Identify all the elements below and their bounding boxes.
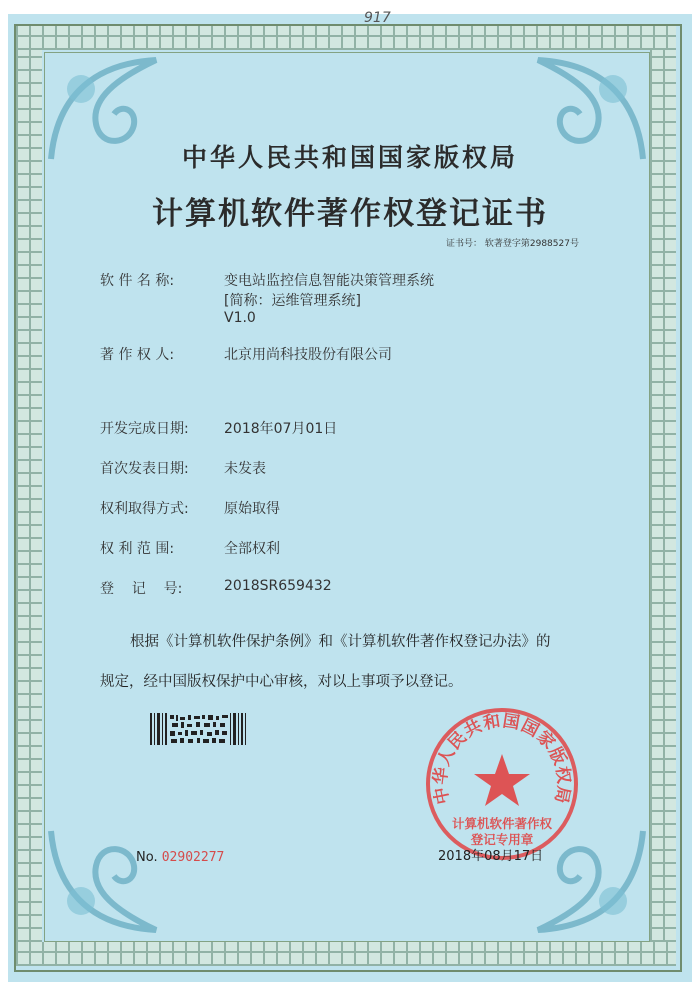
certificate-number: 证书号： 软著登字第2988527号 — [446, 239, 579, 249]
serial-number — [136, 850, 224, 865]
field-label: 开发完成日期: — [100, 421, 189, 437]
field-rights-scope — [100, 538, 280, 558]
software-short-name: [简称：运维管理系统] — [224, 293, 361, 309]
field-value: 全部权利 — [224, 541, 280, 557]
issuing-authority: 中华人民共和国国家版权局 — [181, 143, 518, 172]
statement-line-2: 规定，经中国版权保护中心审核，对以上事项予以登记。 — [100, 674, 463, 690]
field-label: 软 件 名 称: — [100, 273, 175, 289]
field-label: 著 作 权 人: — [100, 347, 175, 363]
barcode — [150, 713, 246, 745]
field-publish-date — [100, 458, 266, 478]
field-value: 原始取得 — [224, 501, 280, 517]
serial-digits: 02902277 — [161, 850, 225, 865]
serial-prefix: No. — [136, 850, 158, 865]
star-icon — [474, 754, 530, 806]
field-completion-date — [100, 418, 338, 438]
corner-ornament-bottom-left — [46, 826, 176, 936]
field-value: 北京用尚科技股份有限公司 — [224, 347, 392, 363]
handwritten-mark: 917 — [364, 10, 391, 26]
field-value: 未发表 — [224, 461, 266, 477]
seal-line-2: 登记专用章 — [470, 832, 534, 847]
field-value: 2018SR659432 — [224, 578, 332, 594]
field-label: 权 利 范 围: — [100, 541, 175, 557]
field-value: 2018年07月01日 — [224, 421, 338, 437]
field-value: 变电站监控信息智能决策管理系统 — [224, 273, 434, 289]
field-label: 首次发表日期: — [100, 461, 189, 477]
software-version: V1.0 — [224, 310, 256, 326]
statement-line-1: 根据《计算机软件保护条例》和《计算机软件著作权登记办法》的 — [130, 634, 551, 650]
field-registration-number — [100, 578, 332, 598]
field-label: 权利取得方式: — [100, 501, 189, 517]
field-acquisition-method — [100, 498, 280, 518]
field-copyright-owner — [100, 344, 392, 364]
issue-date: 2018年08月17日 — [438, 849, 544, 864]
field-software-name — [100, 270, 434, 290]
seal-ring-text: 中华人民共和国国家版权局 — [430, 711, 574, 806]
official-seal — [424, 706, 580, 862]
certificate-title: 计算机软件著作权登记证书 — [152, 196, 548, 232]
seal-line-1: 计算机软件著作权 — [451, 816, 553, 831]
field-label: 登 记 号: — [100, 581, 183, 597]
